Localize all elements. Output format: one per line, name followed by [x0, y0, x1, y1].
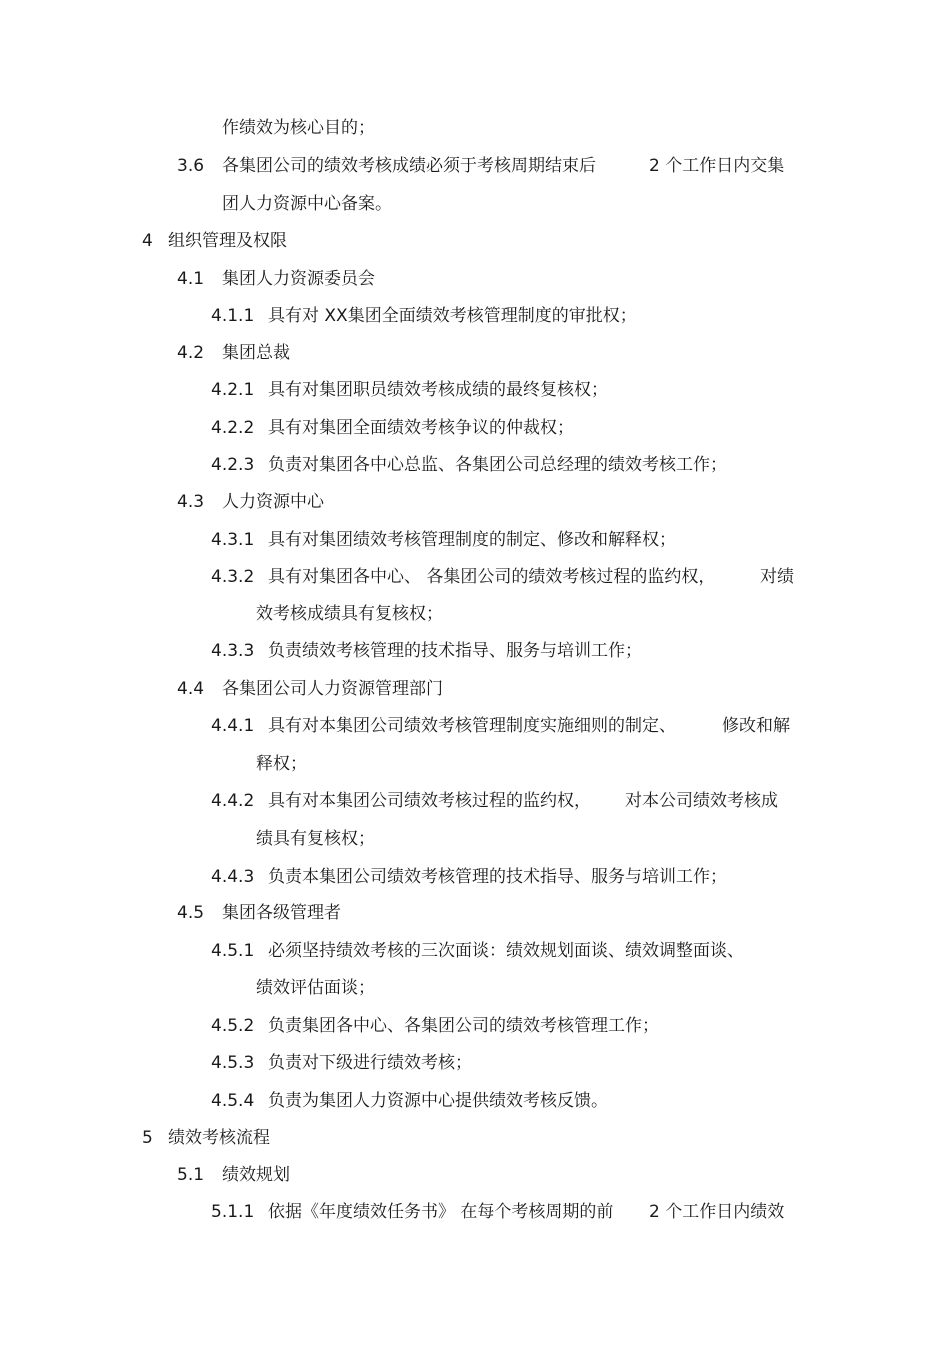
line-text: 负责本集团公司绩效考核管理的技术指导、服务与培训工作； — [268, 867, 727, 887]
section-heading: 绩效考核流程 — [168, 1128, 270, 1148]
line-text: 负责绩效考核管理的技术指导、服务与培训工作； — [268, 641, 642, 661]
line-text: 负责对集团各中心总监、各集团公司总经理的绩效考核工作； — [268, 455, 727, 475]
section-number: 5.1 — [177, 1165, 205, 1185]
section-number: 4 — [142, 231, 153, 251]
section-heading: 组织管理及权限 — [168, 231, 287, 251]
line-text: 具有对集团各中心、 各集团公司的绩效考核过程的监约权， — [268, 567, 716, 587]
section-number: 4.5.4 — [211, 1091, 255, 1111]
section-number: 4.4 — [177, 679, 205, 699]
subsection-heading: 集团各级管理者 — [222, 903, 341, 923]
subsection-heading: 人力资源中心 — [222, 492, 324, 512]
section-number: 4.3.2 — [211, 567, 255, 587]
line-text: 绩具有复核权； — [256, 829, 375, 849]
line-text: 各集团公司的绩效考核成绩必须于考核周期结束后 — [222, 156, 596, 176]
line-text: 绩效评估面谈； — [256, 978, 375, 998]
section-number: 4.2 — [177, 343, 205, 363]
section-number: 4.1 — [177, 269, 205, 289]
line-text: 具有对本集团公司绩效考核管理制度实施细则的制定、 — [268, 716, 676, 736]
section-number: 5.1.1 — [211, 1202, 255, 1222]
line-text-tail: 2 个工作日内绩效 — [649, 1202, 785, 1222]
line-text: 具有对集团全面绩效考核争议的仲裁权； — [268, 418, 574, 438]
section-number: 4.4.1 — [211, 716, 255, 736]
line-text-tail: 对本公司绩效考核成 — [625, 791, 778, 811]
section-number: 4.5 — [177, 903, 205, 923]
line-text: 必须坚持绩效考核的三次面谈：绩效规划面谈、绩效调整面谈、 — [268, 941, 744, 961]
subsection-heading: 绩效规划 — [222, 1165, 290, 1185]
subsection-heading: 集团人力资源委员会 — [222, 269, 375, 289]
line-text-tail: 2 个工作日内交集 — [649, 156, 785, 176]
line-text-tail: 修改和解 — [722, 716, 790, 736]
line-text: 负责对下级进行绩效考核； — [268, 1053, 472, 1073]
line-text: 具有对本集团公司绩效考核过程的监约权， — [268, 791, 591, 811]
line-text: 依据《年度绩效任务书》 在每个考核周期的前 — [268, 1202, 614, 1222]
section-number: 4.5.3 — [211, 1053, 255, 1073]
line-text: 团人力资源中心备案。 — [222, 194, 392, 214]
section-number: 4.4.3 — [211, 867, 255, 887]
line-text-tail: 对绩 — [760, 567, 794, 587]
section-number: 4.5.1 — [211, 941, 255, 961]
line-text: 负责为集团人力资源中心提供绩效考核反馈。 — [268, 1091, 608, 1111]
section-number: 3.6 — [177, 156, 205, 176]
line-text: 具有对 XX集团全面绩效考核管理制度的审批权； — [268, 306, 637, 326]
line-text: 负责集团各中心、各集团公司的绩效考核管理工作； — [268, 1016, 659, 1036]
section-number: 4.2.3 — [211, 455, 255, 475]
section-number: 4.3 — [177, 492, 205, 512]
section-number: 4.5.2 — [211, 1016, 255, 1036]
section-number: 4.3.3 — [211, 641, 255, 661]
line-text: 具有对集团绩效考核管理制度的制定、修改和解释权； — [268, 530, 676, 550]
section-number: 4.2.2 — [211, 418, 255, 438]
line-text: 作绩效为核心目的； — [222, 118, 375, 138]
section-number: 4.3.1 — [211, 530, 255, 550]
line-text: 释权； — [256, 754, 307, 774]
section-number: 4.2.1 — [211, 380, 255, 400]
subsection-heading: 各集团公司人力资源管理部门 — [222, 679, 443, 699]
line-text: 效考核成绩具有复核权； — [256, 604, 443, 624]
line-text: 具有对集团职员绩效考核成绩的最终复核权； — [268, 380, 608, 400]
section-number: 4.4.2 — [211, 791, 255, 811]
subsection-heading: 集团总裁 — [222, 343, 290, 363]
section-number: 5 — [142, 1128, 153, 1148]
section-number: 4.1.1 — [211, 306, 255, 326]
